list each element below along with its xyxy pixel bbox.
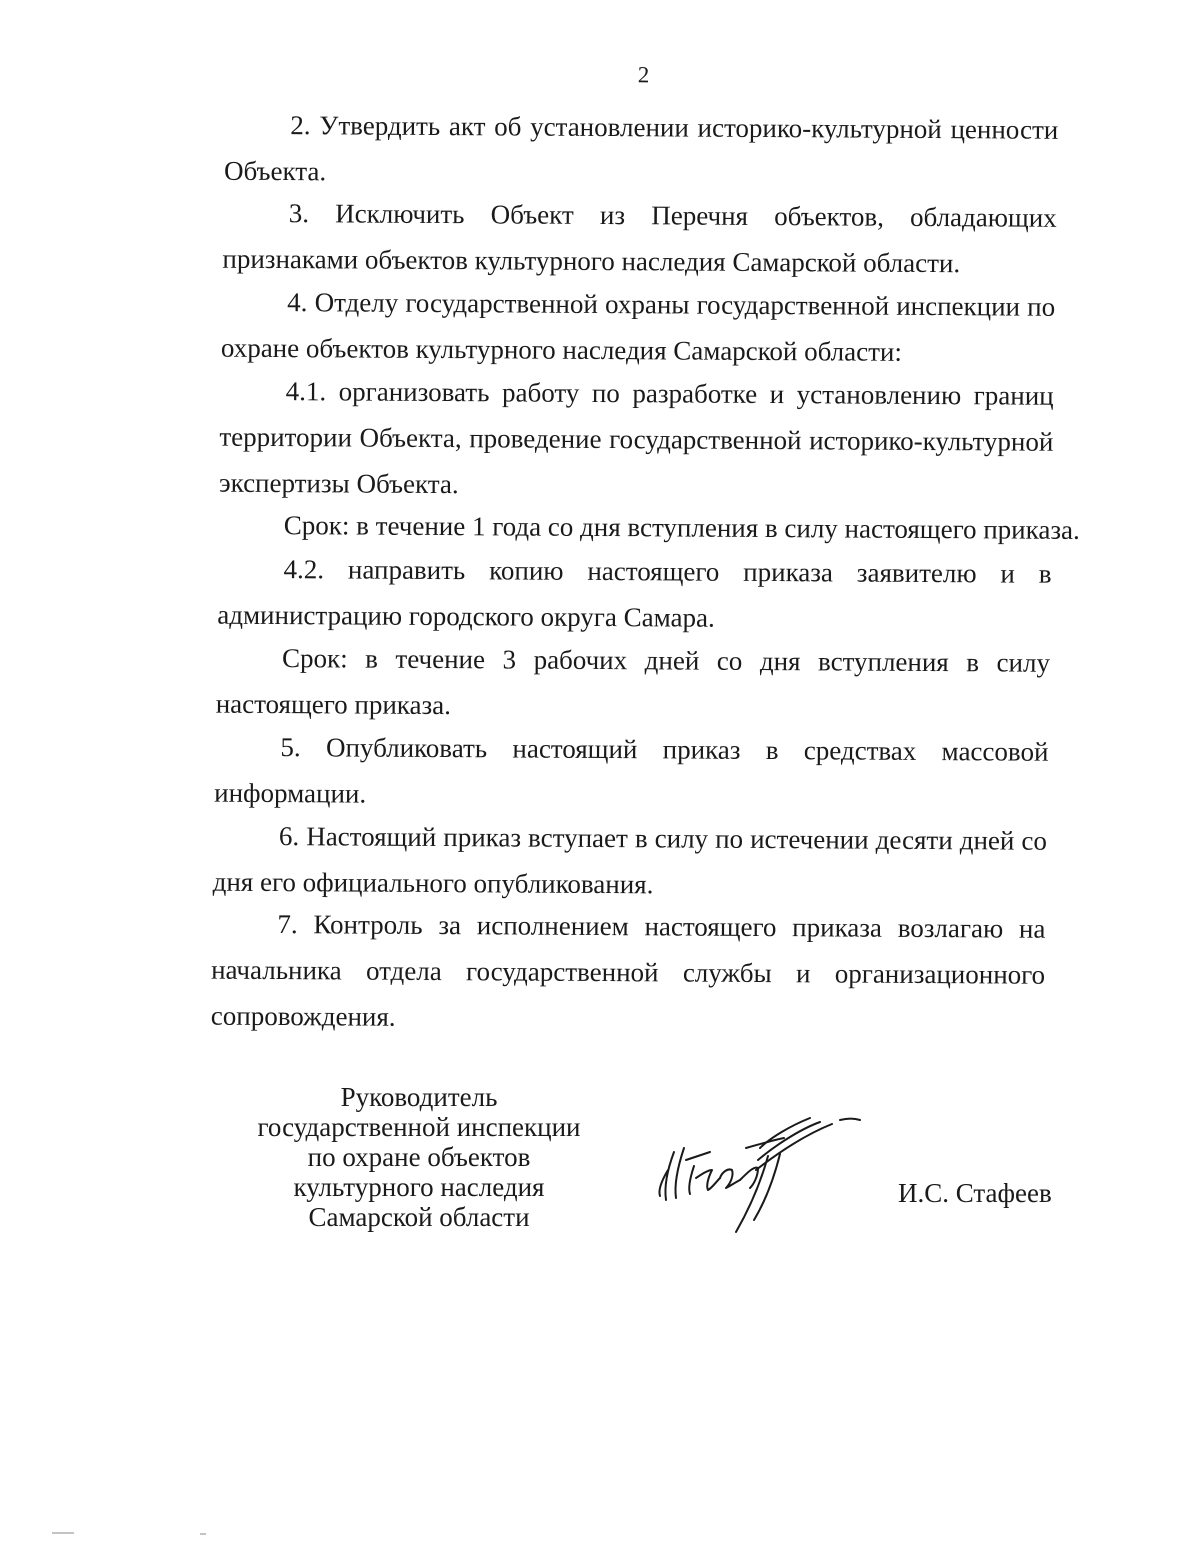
signer-name: И.С. Стафеев — [898, 1178, 1052, 1208]
paragraph-item-4-1-term: Срок: в течение 1 года со дня вступления в силу настоящего приказа. — [283, 510, 1080, 545]
signatory-title-line: по охране объектов — [307, 1142, 531, 1172]
paragraph-item-3: 3. Исключить Объект из Перечня объектов, обладающих признаками объектов культурного наследия Самарской области. — [222, 198, 1057, 279]
paragraph-item-4-1: 4.1. организовать работу по разработке и установлению границ территории Объекта, проведение государственной историко-культурной экспертизы Объекта. — [219, 376, 1054, 500]
signatory-title-block — [236, 1082, 602, 1232]
scan-artifact — [52, 1532, 74, 1534]
signatory-title-line: культурного наследия — [293, 1172, 545, 1202]
scan-artifact — [200, 1533, 206, 1535]
paragraph-item-7: 7. Контроль за исполнением настоящего приказа возлагаю на начальника отдела государственной службы и организационного сопровождения. — [210, 909, 1046, 1032]
signatory-title-line: Самарской области — [308, 1202, 530, 1232]
paragraph-item-5: 5. Опубликовать настоящий приказ в средствах массовой информации. — [214, 732, 1049, 809]
paragraph-item-6: 6. Настоящий приказ вступает в силу по истечении десяти дней со дня его официального опубликования. — [212, 821, 1048, 900]
paragraph-item-4-2: 4.2. направить копию настоящего приказа заявителю и в администрацию городского округа Самара. — [217, 554, 1052, 633]
paragraph-item-4-2-term: Срок: в течение 3 рабочих дней со дня вступления в силу настоящего приказа. — [215, 643, 1051, 721]
paragraph-item-4: 4. Отделу государственной охраны государственной инспекции по охране объектов культурного наследия Самарской области: — [220, 287, 1056, 367]
signatory-title-line: Руководитель — [340, 1082, 498, 1112]
paragraph-item-2: 2. Утвердить акт об установлении историко-культурной ценности Объекта. — [223, 110, 1059, 187]
signatory-title-line: государственной инспекции — [257, 1112, 581, 1142]
page-number: 2 — [637, 62, 650, 88]
handwritten-signature — [650, 1108, 880, 1238]
